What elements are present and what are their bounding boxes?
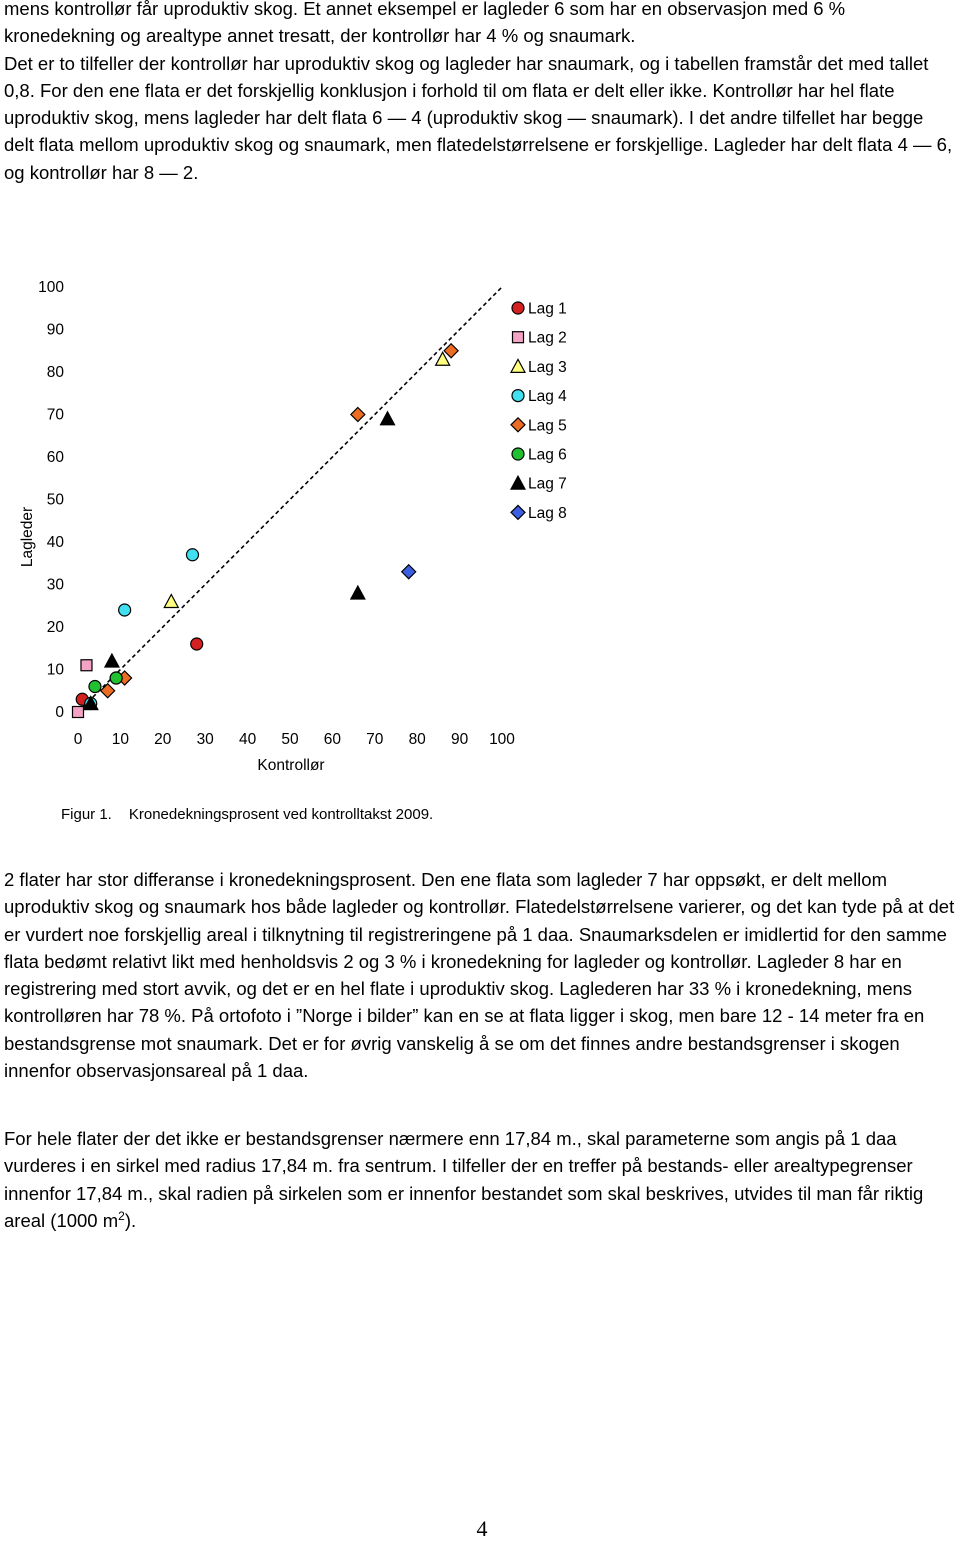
paragraph-intro-text: mens kontrollør får uproduktiv skog. Et annet eksempel er lagleder 6 som har en observasjon med 6 % kronedekning og arealtype annet tresatt, der kontrollør har 4 % og snaumark. bbox=[4, 0, 846, 47]
legend-marker-lag-5 bbox=[511, 418, 525, 432]
data-point-lag-1 bbox=[191, 638, 203, 650]
page-number: 4 bbox=[476, 1516, 488, 1541]
data-point-lag-4 bbox=[186, 549, 198, 561]
data-point-lag-2 bbox=[73, 707, 84, 718]
x-tick-label: 60 bbox=[323, 731, 342, 748]
paragraph-differences-text: 2 flater har stor differanse i kronedekningsprosent. Den ene flata som lagleder 7 har oppsøkt, er delt mellom uproduktiv skog og snaumark hos både lagleder og kontrollør. Flatedelstørrelsene varierer, og det kan tyde på at det er vurdert noe forskjellig areal i tilknytning til registreringene på 1 daa. Snaumarksdelen er imidlertid for den samme flata bedømt relativt likt med henholdsvis 2 og 3 % i kronedekning for lagleder og kontrollør. Lagleder 8 har en registrering med stort avvik, og det er en hel flate i uproduktiv skog. Laglederen har 33 % i kronedekning, mens kontrolløren har 78 %. På ortofoto i ”Norge i bilder” kan en se at flata ligger i skog, men bare 12 - 14 meter fra en bestandsgrense mot snaumark. Det er for øvrig vanskelig å se om det finnes andre bestandsgrenser i skogen innenfor observasjonsareal på 1 daa. bbox=[4, 869, 955, 1082]
data-point-lag-4 bbox=[119, 604, 131, 616]
x-tick-label: 20 bbox=[154, 731, 172, 748]
y-tick-label: 80 bbox=[46, 364, 64, 381]
x-tick-label: 0 bbox=[73, 731, 83, 748]
figure-caption bbox=[61, 805, 433, 825]
legend-label-lag-8: Lag 8 bbox=[528, 504, 567, 522]
y-axis-label: Lagleder bbox=[19, 506, 36, 568]
y-tick-label: 30 bbox=[46, 576, 64, 594]
legend-marker-lag-4 bbox=[512, 390, 524, 402]
legend-marker-lag-7 bbox=[511, 476, 525, 489]
superscript: 2 bbox=[118, 1208, 125, 1223]
data-point-lag-5 bbox=[351, 408, 365, 422]
data-point-lag-5 bbox=[101, 684, 115, 698]
legend-marker-lag-8 bbox=[511, 505, 525, 519]
legend-marker-lag-3 bbox=[511, 359, 525, 372]
data-point-lag-7 bbox=[105, 654, 119, 667]
x-axis-ticks bbox=[74, 731, 516, 748]
data-point-lag-6 bbox=[89, 681, 101, 693]
y-tick-label: 20 bbox=[46, 619, 64, 636]
paragraph-differences bbox=[4, 866, 956, 1084]
y-tick-label: 0 bbox=[55, 704, 64, 721]
legend bbox=[511, 301, 567, 522]
data-point-lag-6 bbox=[110, 672, 122, 684]
figure-caption-label: Figur 1. bbox=[61, 806, 112, 823]
data-point-lag-5 bbox=[444, 344, 458, 358]
legend-marker-lag-2 bbox=[513, 332, 524, 343]
data-point-lag-8 bbox=[402, 565, 416, 579]
data-point-lag-7 bbox=[351, 586, 365, 599]
legend-label-lag-6: Lag 6 bbox=[528, 446, 567, 464]
legend-label-lag-7: Lag 7 bbox=[528, 475, 567, 493]
x-tick-label: 50 bbox=[281, 731, 299, 748]
y-tick-label: 60 bbox=[46, 449, 64, 466]
legend-label-lag-5: Lag 5 bbox=[528, 417, 567, 435]
paragraph-radius-text: For hele flater der det ikke er bestandsgrenser nærmere enn 17,84 m., skal parameterne som angis på 1 daa vurderes i en sirkel med radius 17,84 m. fra sentrum. I tilfeller der en treffer på bestands- eller arealtypegrenser innenfor 17,84 m., skal radien på sirkelen som er innenfor bestandet som skal beskrives, utvides til man får riktig areal (1000 m bbox=[4, 1128, 924, 1231]
data-point-lag-2 bbox=[81, 660, 92, 671]
paragraph-case-two: I det andre tilfellet har begge delt flata mellom uproduktiv skog og snaumark, men flatedelstørrelsene er forskjellige. Lagleder har delt flata 4 — 6, og kontrollør har 8 — 2. bbox=[4, 107, 953, 183]
legend-label-lag-3: Lag 3 bbox=[528, 358, 567, 376]
y-tick-label: 90 bbox=[46, 321, 64, 339]
x-tick-label: 40 bbox=[238, 731, 257, 748]
x-axis-label: Kontrollør bbox=[257, 757, 325, 774]
y-tick-label: 10 bbox=[46, 661, 64, 679]
y-tick-label: 40 bbox=[46, 534, 64, 551]
paragraph-radius-end: ). bbox=[124, 1209, 137, 1231]
y-tick-label: 70 bbox=[46, 406, 64, 424]
paragraph-radius-rule bbox=[4, 1125, 956, 1234]
legend-label-lag-4: Lag 4 bbox=[528, 388, 567, 406]
paragraph-case-one: For den ene flata er det forskjellig konklusjon i forhold til om flata er delt eller ikke. Kontrollør har hel flate uproduktiv skog, mens lagleder har delt flata 6 — 4 (uproduktiv skog — snaumark). bbox=[4, 79, 895, 129]
scatter-chart bbox=[0, 275, 600, 795]
paragraph-two-cases: Det er to tilfeller der kontrollør har uproduktiv skog og lagleder har snaumark, og i tabellen framstår det med tallet 0,8. bbox=[4, 52, 929, 101]
x-tick-label: 100 bbox=[489, 731, 515, 748]
legend-marker-lag-1 bbox=[512, 302, 524, 314]
x-tick-label: 80 bbox=[408, 731, 426, 748]
legend-marker-lag-6 bbox=[512, 448, 524, 460]
y-tick-label: 50 bbox=[46, 491, 64, 509]
y-axis-ticks bbox=[38, 279, 64, 721]
data-point-lag-7 bbox=[381, 412, 395, 425]
x-tick-label: 30 bbox=[196, 731, 214, 748]
legend-label-lag-1: Lag 1 bbox=[528, 300, 567, 318]
data-point-lag-3 bbox=[164, 595, 178, 608]
y-tick-label: 100 bbox=[38, 279, 64, 296]
reference-line-y-equals-x bbox=[78, 287, 502, 712]
x-tick-label: 90 bbox=[450, 731, 469, 748]
data-points bbox=[73, 344, 459, 718]
figure-caption-text: Kronedekningsprosent ved kontrolltakst 2009. bbox=[128, 806, 434, 823]
x-tick-label: 10 bbox=[111, 731, 130, 748]
paragraph-intro bbox=[4, 0, 956, 186]
legend-label-lag-2: Lag 2 bbox=[528, 329, 567, 347]
x-tick-label: 70 bbox=[366, 731, 384, 748]
